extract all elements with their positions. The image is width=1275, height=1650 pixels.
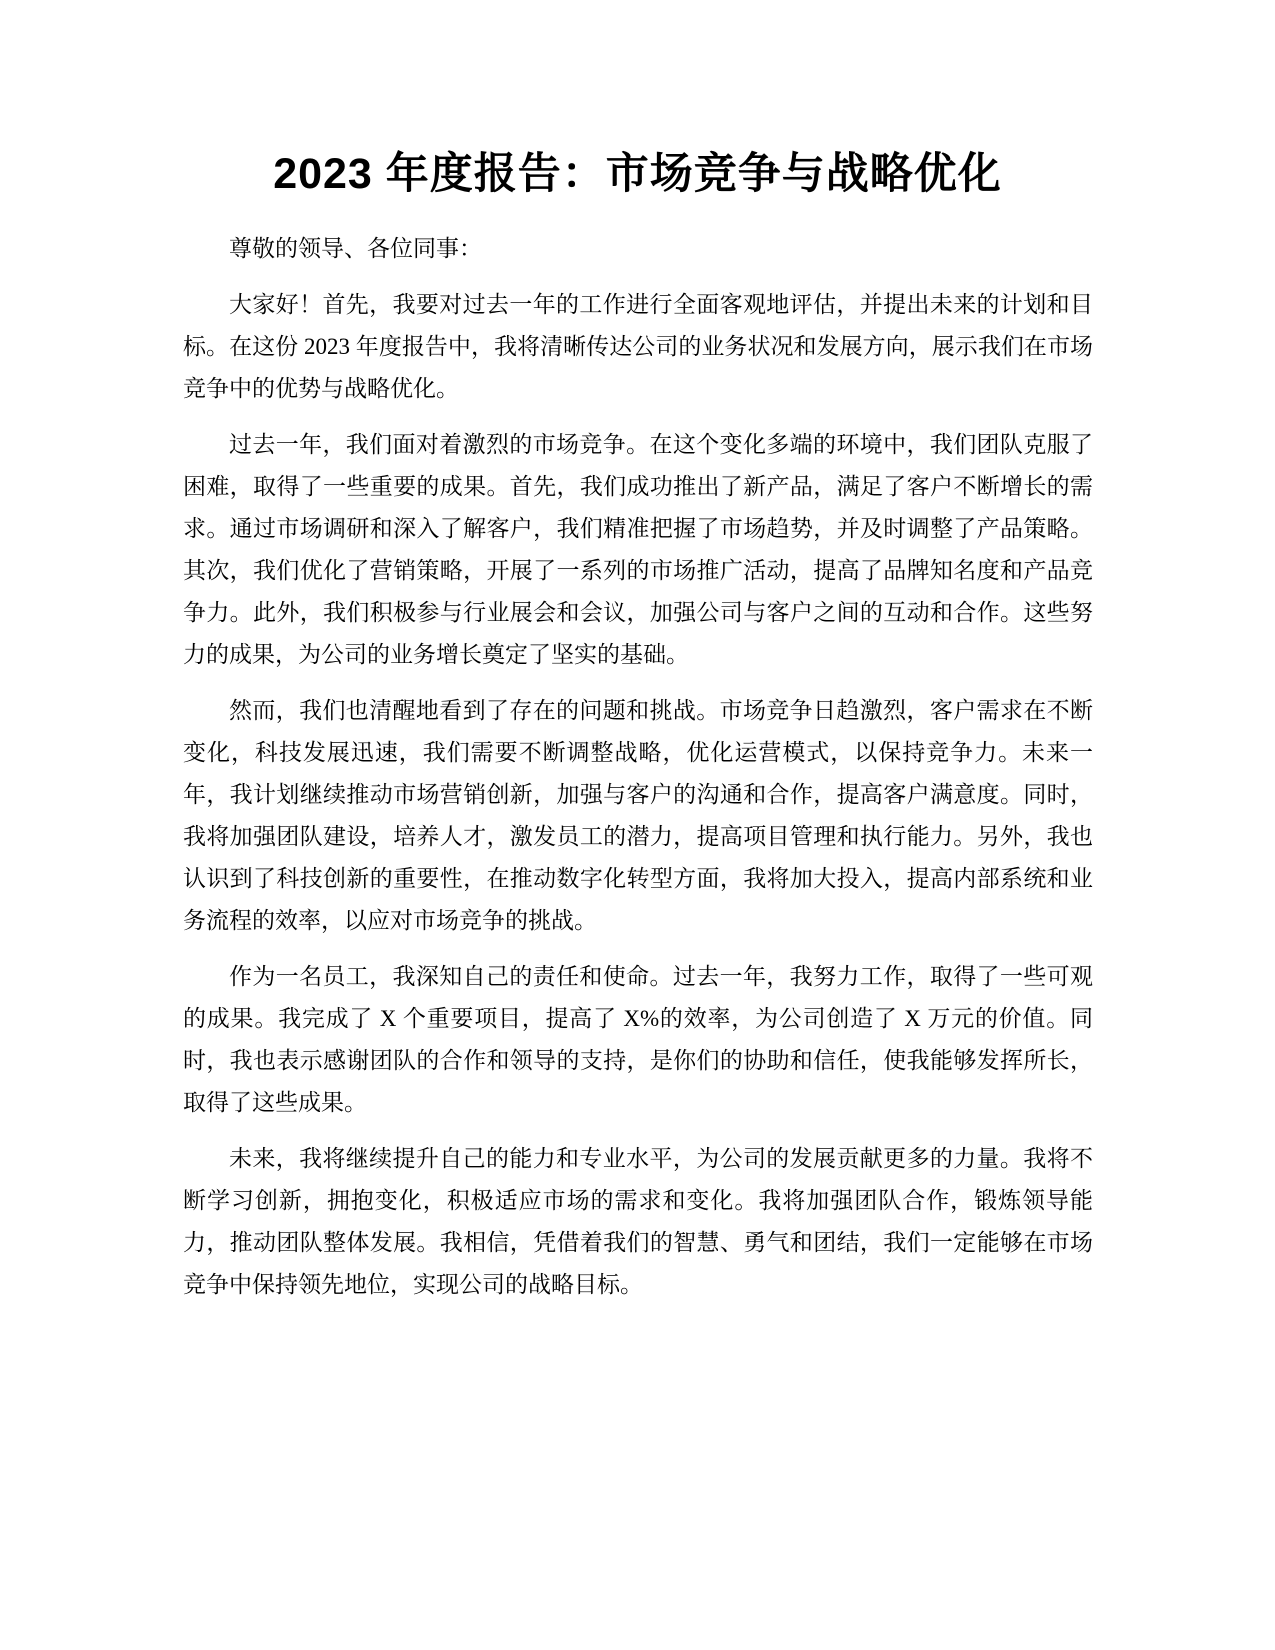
body-paragraph: 大家好！首先，我要对过去一年的工作进行全面客观地评估，并提出未来的计划和目标。在这份 2023 年度报告中，我将清晰传达公司的业务状况和发展方向，展示我们在市场竞争中的优势与战略优化。 — [183, 292, 1093, 401]
greeting-paragraph: 尊敬的领导、各位同事： — [229, 236, 482, 261]
body-paragraph: 然而，我们也清醒地看到了存在的问题和挑战。市场竞争日趋激烈，客户需求在不断变化，科技发展迅速，我们需要不断调整战略，优化运营模式，以保持竞争力。未来一年，我计划继续推动市场营销创新，加强与客户的沟通和合作，提高客户满意度。同时，我将加强团队建设，培养人才，激发员工的潜力，提高项目管理和执行能力。另外，我也认识到了科技创新的重要性，在推动数字化转型方面，我将加大投入，提高内部系统和业务流程的效率，以应对市场竞争的挑战。 — [183, 698, 1093, 933]
document-body — [183, 228, 1093, 1320]
body-paragraph: 作为一名员工，我深知自己的责任和使命。过去一年，我努力工作，取得了一些可观的成果。我完成了 X 个重要项目，提高了 X%的效率，为公司创造了 X 万元的价值。同时，我也表示感谢团队的合作和领导的支持，是你们的协助和信任，使我能够发挥所长，取得了这些成果。 — [183, 964, 1093, 1115]
body-paragraph: 未来，我将继续提升自己的能力和专业水平，为公司的发展贡献更多的力量。我将不断学习创新，拥抱变化，积极适应市场的需求和变化。我将加强团队合作，锻炼领导能力，推动团队整体发展。我相信，凭借着我们的智慧、勇气和团结，我们一定能够在市场竞争中保持领先地位，实现公司的战略目标。 — [183, 1146, 1093, 1297]
document-title: 2023 年度报告：市场竞争与战略优化 — [273, 150, 1002, 198]
body-paragraph: 过去一年，我们面对着激烈的市场竞争。在这个变化多端的环境中，我们团队克服了困难，取得了一些重要的成果。首先，我们成功推出了新产品，满足了客户不断增长的需求。通过市场调研和深入了解客户，我们精准把握了市场趋势，并及时调整了产品策略。其次，我们优化了营销策略，开展了一系列的市场推广活动，提高了品牌知名度和产品竞争力。此外，我们积极参与行业展会和会议，加强公司与客户之间的互动和合作。这些努力的成果，为公司的业务增长奠定了坚实的基础。 — [183, 432, 1093, 667]
